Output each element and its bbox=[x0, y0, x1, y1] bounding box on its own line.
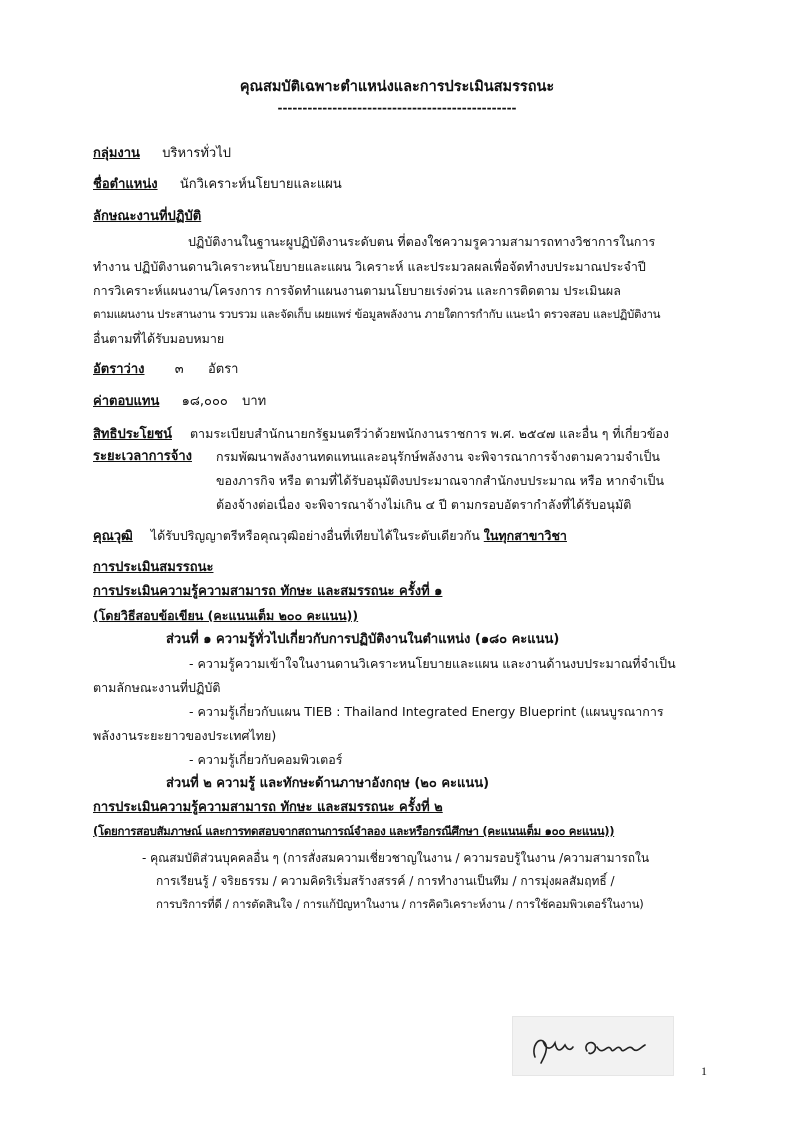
duties-line: การวิเคราะห์แผนงาน/โครงการ การจัดทำแผนงานตามนโยบายเร่งด่วน และการติดตาม ประเมินผล bbox=[93, 283, 621, 298]
qualification-label: คุณวุฒิ bbox=[93, 529, 133, 544]
round2-title: การประเมินความรู้ความสามารถ ทักษะ และสมรรถนะ ครั้งที่ ๒ bbox=[93, 800, 443, 815]
round1-method: (โดยวิธีสอบข้อเขียน (คะแนนเต็ม ๒๐๐ คะแนน)) bbox=[93, 608, 359, 623]
part1-item-cont: พลังงานระยะยาวของประเทศไทย) bbox=[93, 728, 277, 743]
round2-line: การเรียนรู้ / จริยธรรม / ความคิดริเริ่มสร้างสรรค์ / การทำงานเป็นทีม / การมุ่งผลสัมฤทธิ์ / bbox=[156, 874, 615, 888]
position-value: นักวิเคราะห์นโยบายและแผน bbox=[179, 177, 342, 192]
qualification-emphasis: ในทุกสาขาวิชา bbox=[483, 528, 567, 543]
part1-item: - ความรู้ความเข้าใจในงานดานวิเคราะหนโยบายและแผน และงานด้านงบประมาณที่จำเป็น bbox=[189, 656, 676, 671]
title-rule: ------------------------------------------------ bbox=[277, 101, 517, 115]
assessment-heading: การประเมินสมรรถนะ bbox=[93, 560, 214, 575]
position-row bbox=[93, 176, 342, 193]
part2-title: ส่วนที่ ๒ ความรู้ และทักษะด้านภาษาอังกฤษ (๒๐ คะแนน) bbox=[166, 776, 490, 791]
group-label: กลุ่มงาน bbox=[93, 146, 140, 161]
employment-period-label: ระยะเวลาการจ้าง bbox=[93, 449, 192, 464]
duties-line: ตามแผนงาน ประสานงาน รวบรวม และจัดเก็บ เผยแพร่ ข้อมูลพลังงาน ภายใตการกำกับ แนะนำ ตรวจสอบ และปฏิบัติงาน bbox=[93, 307, 661, 321]
salary-row bbox=[93, 393, 266, 410]
vacancy-unit: อัตรา bbox=[207, 362, 239, 377]
vacancy-row bbox=[93, 361, 238, 378]
benefits-label: สิทธิประโยชน์ bbox=[93, 427, 172, 442]
signature-image bbox=[513, 1017, 673, 1075]
page-number: 1 bbox=[701, 1064, 707, 1078]
signature-box bbox=[512, 1016, 674, 1076]
page-title: คุณสมบัติเฉพาะตำแหน่งและการประเมินสมรรถนะ bbox=[239, 79, 555, 95]
duties-line: ปฏิบัติงานในฐานะผูปฏิบัติงานระดับตน ที่ตองใชความรูความสามารถทางวิชาการในการ bbox=[188, 234, 656, 249]
qualification-value: ได้รับปริญญาตรีหรือคุณวุฒิอย่างอื่นที่เทียบได้ในระดับเดียวกัน bbox=[150, 528, 480, 543]
round2-line: - คุณสมบัติส่วนบุคคลอื่น ๆ (การสั่งสมความเชี่ยวชาญในงาน / ความรอบรู้ในงาน /ความสามารถใน bbox=[142, 851, 650, 865]
part1-item: - ความรู้เกี่ยวกับคอมพิวเตอร์ bbox=[189, 752, 343, 767]
vacancy-label: อัตราว่าง bbox=[93, 362, 145, 377]
duties-line: อื่นตามที่ได้รับมอบหมาย bbox=[93, 331, 225, 346]
duties-line: ทำงาน ปฏิบัติงานดานวิเคราะหนโยบายและแผน วิเคราะห์ และประมวลผลเพื่อจัดทำงบประมาณประจำปี bbox=[93, 259, 646, 274]
salary-label: ค่าตอบแทน bbox=[93, 394, 160, 409]
duties-label: ลักษณะงานที่ปฏิบัติ bbox=[93, 209, 202, 224]
vacancy-value: ๓ bbox=[174, 362, 184, 377]
benefits-value: ตามระเบียบสำนักนายกรัฐมนตรีว่าด้วยพนักงานราชการ พ.ศ. ๒๕๔๗ และอื่น ๆ ที่เกี่ยวข้อง bbox=[189, 426, 670, 441]
part1-title: ส่วนที่ ๑ ความรู้ทั่วไปเกี่ยวกับการปฏิบัติงานในตำแหน่ง (๑๘๐ คะแนน) bbox=[166, 632, 560, 647]
group-row bbox=[93, 145, 231, 162]
round2-line: การบริการที่ดี / การตัดสินใจ / การแก้ปัญหาในงาน / การคิดวิเคราะห์งาน / การใช้คอมพิวเตอร์ในงาน) bbox=[156, 897, 644, 911]
part1-item-cont: ตามลักษณะงานที่ปฏิบัติ bbox=[93, 680, 221, 695]
qualification-row bbox=[93, 527, 567, 545]
round1-title: การประเมินความรู้ความสามารถ ทักษะ และสมรรถนะ ครั้งที่ ๑ bbox=[93, 584, 443, 599]
employment-period-line: กรมพัฒนาพลังงานทดแทนและอนุรักษ์พลังงาน จะพิจารณาการจ้างตามความจำเป็น bbox=[216, 449, 660, 464]
position-label: ชื่อตำแหน่ง bbox=[93, 177, 158, 192]
part1-item: - ความรู้เกี่ยวกับแผน TIEB : Thailand Integrated Energy Blueprint (แผนบูรณาการ bbox=[189, 704, 664, 719]
salary-value: ๑๘,๐๐๐ bbox=[181, 394, 228, 409]
employment-period-line: ของภารกิจ หรือ ตามที่ได้รับอนุมัติงบประมาณจากสำนักงบประมาณ หรือ หากจำเป็น bbox=[216, 473, 665, 488]
employment-period-line: ต้องจ้างต่อเนื่อง จะพิจารณาจ้างไม่เกิน ๔ ปี ตามกรอบอัตรากำลังที่ได้รับอนุมัติ bbox=[216, 497, 632, 512]
group-value: บริหารทั่วไป bbox=[162, 146, 231, 161]
round2-method: (โดยการสอบสัมภาษณ์ และการทดสอบจากสถานการณ์จำลอง และหรือกรณีศึกษา (คะแนนเต็ม ๑๐๐ คะแนน)) bbox=[93, 824, 615, 838]
salary-unit: บาท bbox=[242, 394, 267, 409]
benefits-row bbox=[93, 425, 669, 443]
